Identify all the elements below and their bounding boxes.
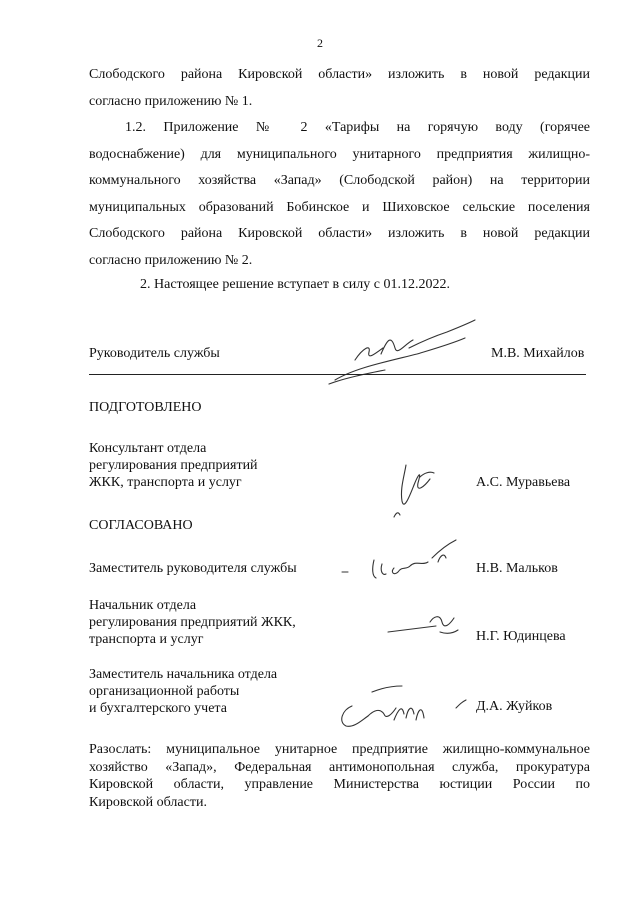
head-signature-image	[325, 318, 485, 386]
position-line: регулирования предприятий ЖКК,	[89, 615, 296, 630]
position-line: регулирования предприятий	[89, 458, 258, 473]
position-line: Начальник отдела	[89, 598, 197, 613]
agreed-position-3	[89, 666, 277, 717]
position-line: Консультант отдела	[89, 441, 207, 456]
paragraph-line: коммунального хозяйства «Запад» (Слободской район) на территории	[89, 173, 590, 188]
paragraph-line: водоснабжение) для муниципального унитарного предприятия жилищно-	[89, 146, 590, 162]
agreed-signature-image-2	[384, 608, 464, 648]
agreed-position-1: Заместитель руководителя службы	[89, 561, 297, 576]
paragraph-line: муниципальных образований Бобинское и Шиховское сельские поселения	[89, 199, 590, 215]
prepared-signature-image	[384, 455, 454, 525]
position-line: и бухгалтерского учета	[89, 701, 227, 716]
prepared-heading: ПОДГОТОВЛЕНО	[89, 400, 202, 415]
distribution-line: Кировской области.	[89, 794, 207, 810]
paragraph-line: согласно приложению № 2.	[89, 252, 253, 268]
paragraph-1-2	[89, 115, 590, 274]
paragraph-1	[89, 62, 590, 115]
page-number: 2	[317, 36, 323, 50]
head-title: Руководитель службы	[89, 346, 220, 361]
agreed-name-1: Н.В. Мальков	[476, 561, 558, 576]
head-name: М.В. Михайлов	[491, 346, 585, 361]
agreed-name-3: Д.А. Жуйков	[476, 699, 553, 714]
agreed-signature-image-1	[336, 536, 466, 586]
paragraph-2: 2. Настоящее решение вступает в силу с 01.12.2022.	[140, 277, 450, 292]
paragraph-line: Слободского района Кировской области» изложить в новой редакции	[89, 67, 590, 82]
position-line: транспорта и услуг	[89, 632, 204, 647]
agreed-signature-image-3	[332, 680, 472, 740]
distribution-line: Разослать: муниципальное унитарное предприятие жилищно-коммунальное	[89, 742, 590, 757]
agreed-name-2: Н.Г. Юдинцева	[476, 629, 566, 644]
agreed-position-2	[89, 597, 296, 648]
distribution-line: хозяйство «Запад», Федеральная антимонопольная служба, прокуратура	[89, 759, 590, 775]
position-line: организационной работы	[89, 684, 240, 699]
distribution-line: Кировской области, управление Министерства юстиции России по	[89, 777, 590, 792]
agreed-heading: СОГЛАСОВАНО	[89, 518, 193, 533]
prepared-name: А.С. Муравьева	[476, 475, 571, 490]
paragraph-line: Слободского района Кировской области» изложить в новой редакции	[89, 226, 590, 241]
divider-line	[89, 374, 586, 375]
distribution-paragraph	[89, 741, 590, 811]
position-line: ЖКК, транспорта и услуг	[89, 475, 242, 490]
prepared-position	[89, 440, 258, 491]
paragraph-line: 1.2. Приложение № 2 «Тарифы на горячую воду (горячее	[125, 120, 590, 135]
paragraph-line: согласно приложению № 1.	[89, 93, 253, 109]
position-line: Заместитель начальника отдела	[89, 667, 278, 682]
